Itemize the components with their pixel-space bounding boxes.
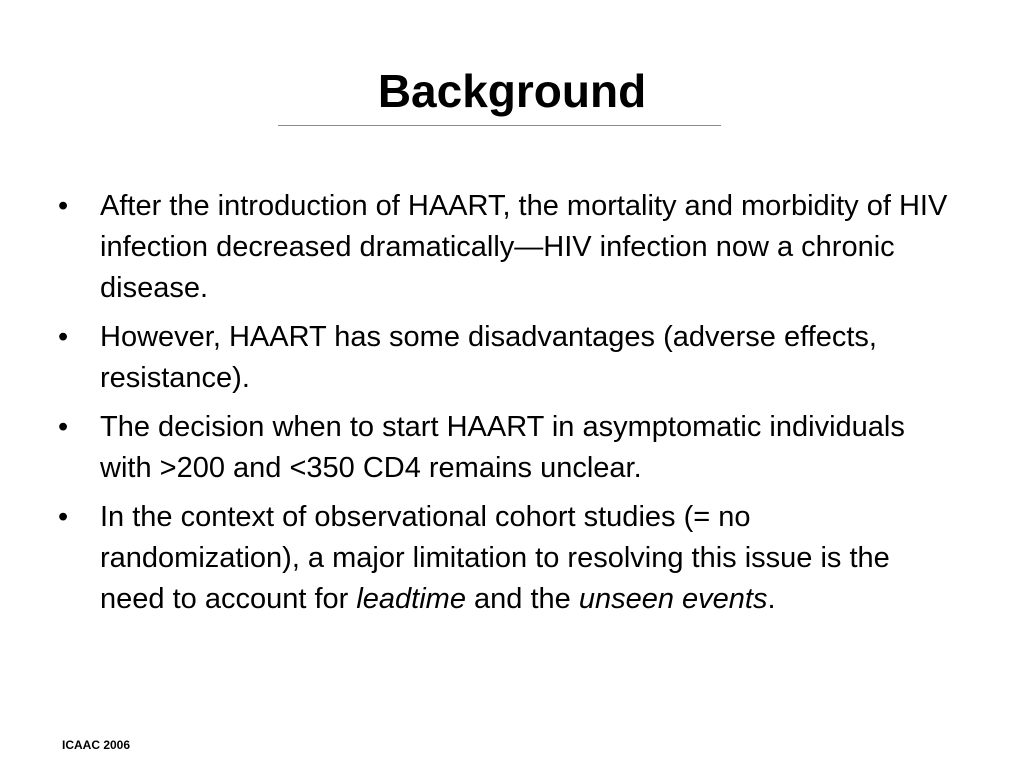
bullet-text bbox=[100, 501, 890, 615]
bullet-marker: • bbox=[58, 321, 69, 353]
footer-label: ICAAC 2006 bbox=[62, 738, 131, 752]
bullet-text: However, HAART has some disadvantages (adverse effects, resistance). bbox=[100, 321, 877, 394]
bullet-marker: • bbox=[58, 501, 69, 533]
bullet-text-emphasis: unseen events bbox=[578, 583, 768, 615]
bullet-list bbox=[58, 186, 958, 628]
bullet-marker: • bbox=[58, 190, 69, 222]
bullet-marker: • bbox=[58, 411, 69, 443]
bullet-text-emphasis: leadtime bbox=[356, 583, 466, 615]
bullet-text-segment: and the bbox=[465, 583, 579, 615]
bullet-item bbox=[58, 317, 958, 399]
bullet-text: After the introduction of HAART, the mortality and morbidity of HIV infection decreased dramatically—HIV infection now a chronic disease. bbox=[100, 190, 948, 304]
slide-title: Background bbox=[377, 65, 647, 117]
bullet-text-segment: In the context of observational cohort studies (= no randomization), a major limitation to resolving this issue is the need to account for bbox=[100, 501, 890, 615]
bullet-item bbox=[58, 186, 958, 309]
bullet-item bbox=[58, 407, 958, 489]
bullet-text-segment: . bbox=[767, 583, 776, 615]
title-divider bbox=[278, 125, 721, 126]
bullet-item bbox=[58, 497, 958, 620]
bullet-text: The decision when to start HAART in asymptomatic individuals with >200 and <350 CD4 remains unclear. bbox=[100, 411, 905, 484]
